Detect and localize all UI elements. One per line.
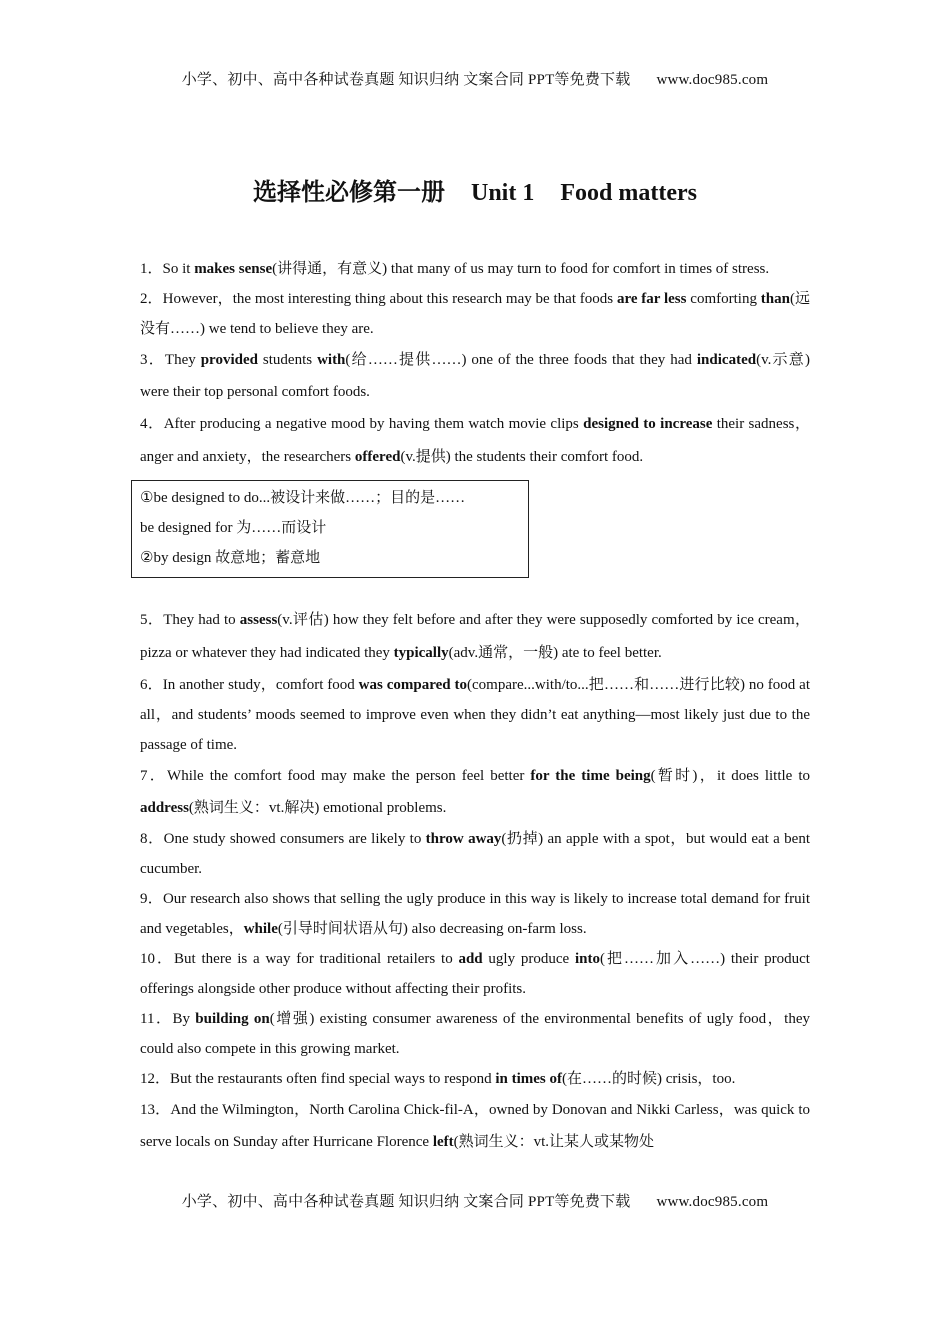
sentence-11: 11．By building on(增强) existing consumer awareness of the environmental benefits of ugly food，they could also compete in this growing market.	[140, 1011, 811, 1057]
sentence-3: 3．They provided students with(给……提供……) one of the three foods that they had indicated(v.示意) were their top personal comfort foods.	[140, 352, 810, 400]
page-title	[0, 172, 950, 207]
sentence-list	[140, 254, 810, 1158]
sentence-9: 9．Our research also shows that selling the ugly produce in this way is likely to increase total demand for fruit and vegetables，while(引导时间状语从句) also decreasing on-farm loss.	[140, 891, 810, 937]
title-part3: Food matters	[560, 180, 697, 206]
sentence-1: 1．So it makes sense(讲得通，有意义) that many of us may turn to food for comfort in times of stress.	[140, 261, 770, 277]
title-part2: Unit 1	[471, 180, 535, 206]
note-line-1: ①be designed to do...被设计来做……；目的是……	[140, 490, 466, 506]
page-footer	[0, 1190, 950, 1211]
sentence-7: 7．While the comfort food may make the person feel better for the time being(暂时)，it does little to address(熟词生义：vt.解决) emotional problems.	[140, 768, 810, 816]
sentence-6: 6．In another study，comfort food was compared to(compare...with/to...把……和……进行比较) no food at all，and students’ moods seemed to improve even when they didn’t eat anything—most likely just due to the passage of time.	[140, 677, 811, 753]
header-site: www.doc985.com	[656, 72, 769, 88]
sentence-13: 13．And the Wilmington，North Carolina Chick-fil-A，owned by Donovan and Nikki Carless，was quick to serve locals on Sunday after Hurricane Florence left(熟词生义：vt.让某人或某物处	[140, 1102, 810, 1150]
footer-text: 小学、初中、高中各种试卷真题 知识归纳 文案合同 PPT等免费下载	[181, 1194, 631, 1210]
sentence-2: 2．However，the most interesting thing about this research may be that foods are far less comforting than(远没有……) we tend to believe they are.	[140, 291, 811, 337]
sentence-12: 12．But the restaurants often find special ways to respond in times of(在……的时候) crisis，too.	[140, 1071, 736, 1087]
note-line-2: be designed for 为……而设计	[140, 520, 327, 536]
header-text: 小学、初中、高中各种试卷真题 知识归纳 文案合同 PPT等免费下载	[181, 72, 631, 88]
sentence-10: 10．But there is a way for traditional retailers to add ugly produce into(把……加入……) their product offerings alongside other produce without affecting their profits.	[140, 951, 810, 997]
sentence-4: 4．After producing a negative mood by having them watch movie clips designed to increase their sadness，anger and anxiety，the researchers offered(v.提供) the students their comfort food.	[140, 416, 810, 465]
sentence-5: 5．They had to assess(v.评估) how they felt before and after they were supposedly comforted by ice cream，pizza or whatever they had indicated they typically(adv.通常，一般) ate to feel better.	[140, 612, 810, 661]
page-header	[0, 68, 950, 89]
vocab-note-box	[131, 480, 529, 578]
sentence-8: 8．One study showed consumers are likely to throw away(扔掉) an apple with a spot，but would eat a bent cucumber.	[140, 831, 810, 877]
footer-site: www.doc985.com	[656, 1194, 769, 1210]
title-part1: 选择性必修第一册	[253, 180, 445, 206]
note-line-3: ②by design 故意地；蓄意地	[140, 550, 321, 566]
